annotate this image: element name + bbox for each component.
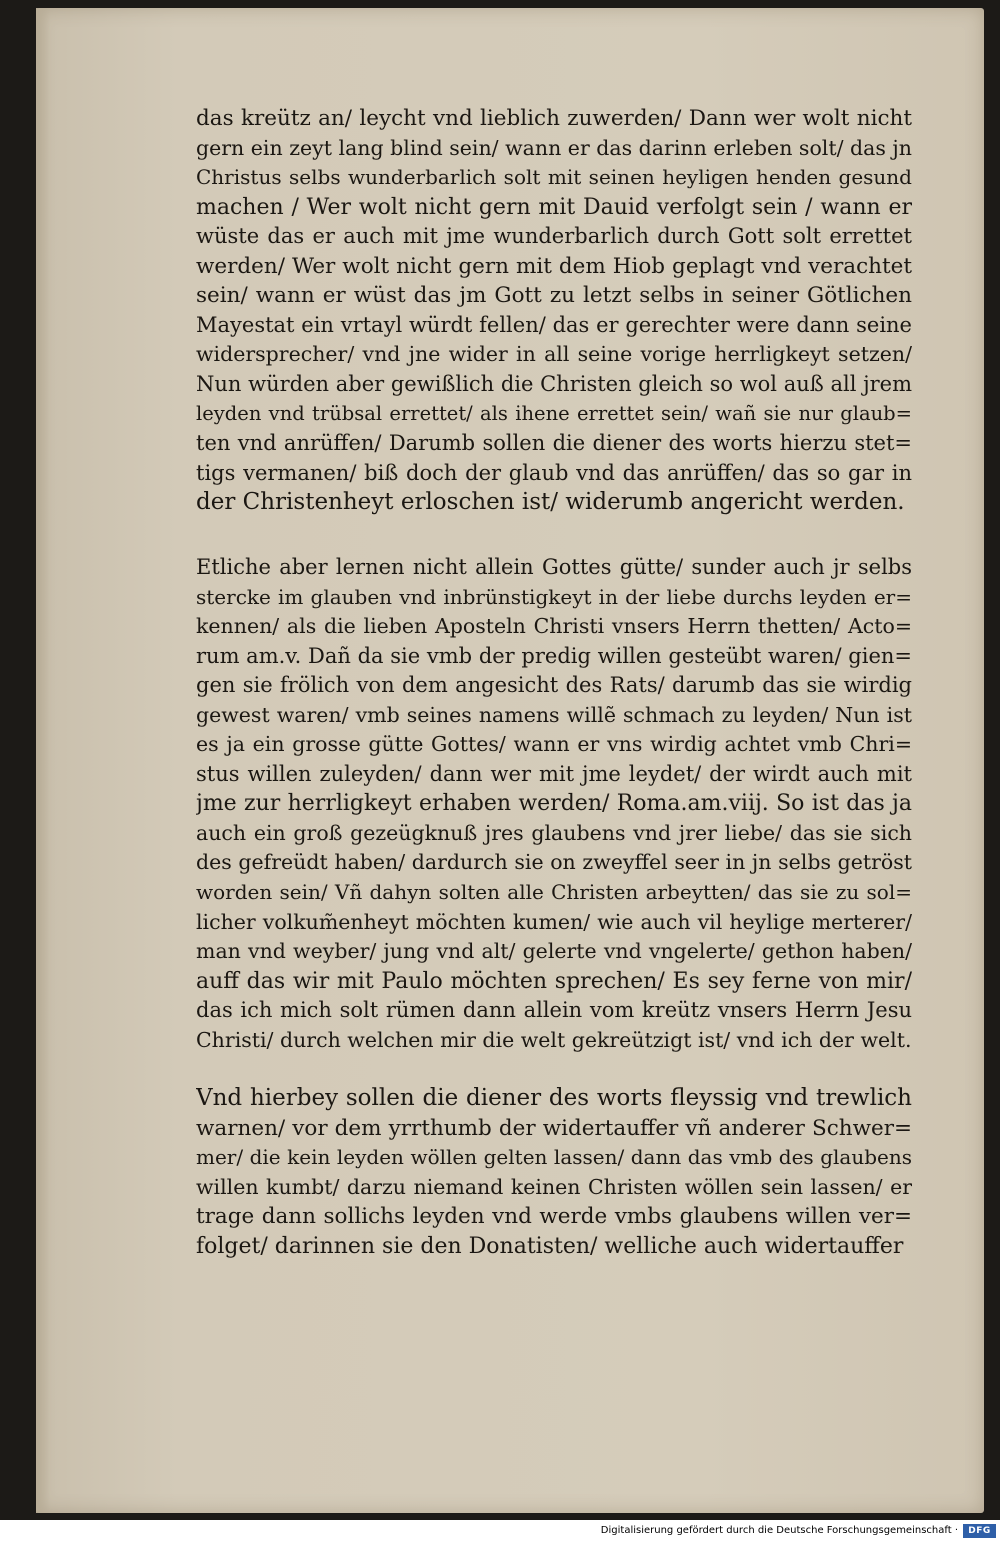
text-line: worden sein/ Vñ dahyn solten alle Christen arbeytten/ das sie zu sol= [196,880,912,905]
text-line: machen / Wer wolt nicht gern mit Dauid verfolgt sein / wann er [196,194,912,220]
text-line: das ich mich solt rümen dann allein vom kreütz vnsers Herrn Jesu [196,998,912,1023]
text-line: wüste das er auch mit jme wunderbarlich durch Gott solt errettet [196,224,912,249]
text-line: gewest waren/ vmb seines namens willẽ schmach zu leyden/ Nun ist [196,702,912,727]
text-line: sein/ wann er wüst das jm Gott zu letzt selbs in seiner Götlichen [196,283,912,309]
funding-credit: Digitalisierung gefördert durch die Deutsche Forschungsgemeinschaft · [600,1525,958,1536]
text-line: warnen/ vor dem yrrthumb der widertauffer vñ anderer Schwer= [196,1115,912,1141]
text-line: man vnd weyber/ jung vnd alt/ gelerte vnd vngelerte/ gethon haben/ [196,939,912,964]
text-line: auch ein groß gezeügknuß jres glaubens vnd jrer liebe/ das sie sich [196,820,912,845]
text-line: des gefreüdt haben/ dardurch sie on zweyffel seer in jn selbs getröst [196,850,912,875]
text-line: werden/ Wer wolt nicht gern mit dem Hiob geplagt vnd verachtet [196,253,912,279]
footer-bar [0,1520,1000,1543]
text-line: gen sie frölich von dem angesicht des Rats/ darumb das sie wirdig [196,673,912,698]
text-line: auff das wir mit Paulo möchten sprechen/ Es sey ferne von mir/ [196,968,912,994]
text-line: Nun würden aber gewißlich die Christen gleich so wol auß all jrem [196,371,912,396]
paragraph-3 [196,1084,912,1261]
text-line: willen kumbt/ darzu niemand keinen Christen wöllen sein lassen/ er [196,1174,912,1199]
page-gutter-shadow [36,8,50,1513]
text-line: stus willen zuleyden/ dann wer mit jme leydet/ der wirdt auch mit [196,761,912,786]
text-line: kennen/ als die lieben Aposteln Christi vnsers Herrn thetten/ Acto= [196,614,912,639]
text-line: widersprecher/ vnd jne wider in all seine vorige herrligkeyt setzen/ [196,342,912,367]
text-line: leyden vnd trübsal errettet/ als ihene errettet sein/ wañ sie nur glaub= [196,402,912,426]
text-line: ten vnd anrüffen/ Darumb sollen die diener des worts hierzu stet= [196,431,912,456]
text-line: gern ein zeyt lang blind sein/ wann er das darinn erleben solt/ das jn [196,135,912,160]
text-line: Mayestat ein vrtayl würdt fellen/ das er gerechter were dann seine [196,312,912,337]
paragraph-1 [196,104,912,518]
text-line: mer/ die kein leyden wöllen gelten lassen/ dann das vmb des glaubens [196,1145,912,1170]
text-line: rum am.v. Dañ da sie vmb der predig willen gesteübt waren/ gien= [196,643,912,668]
text-line: trage dann sollichs leyden vnd werde vmbs glaubens willen ver= [196,1204,912,1230]
text-line: Vnd hierbey sollen die diener des worts fleyssig vnd trewlich [196,1085,912,1111]
text-line: stercke im glauben vnd inbrünstigkeyt in der liebe durchs leyden er= [196,584,912,609]
text-line: licher volkum̃enheyt möchten kumen/ wie auch vil heylige merterer/ [196,909,912,934]
paragraph-2 [196,553,912,1055]
text-line: es ja ein grosse gütte Gottes/ wann er vns wirdig achtet vmb Chri= [196,732,912,757]
text-line: Christi/ durch welchen mir die welt gekreützigt ist/ vnd ich der welt. [196,1027,912,1052]
text-line: tigs vermanen/ biß doch der glaub vnd das anrüffen/ das so gar in [196,460,912,485]
text-line: der Christenheyt erloschen ist/ widerumb angericht werden. [196,489,905,516]
text-line: Etliche aber lernen nicht allein Gottes gütte/ sunder auch jr selbs [196,555,912,579]
text-line: jme zur herrligkeyt erhaben werden/ Roma.am.viij. So ist das ja [196,791,912,817]
dfg-logo: DFG [963,1524,996,1538]
text-line: Christus selbs wunderbarlich solt mit seinen heyligen henden gesund [196,165,912,190]
text-line: das kreütz an/ leycht vnd lieblich zuwerden/ Dann wer wolt nicht [196,106,912,131]
text-line: folget/ darinnen sie den Donatisten/ welliche auch widertauffer [196,1233,904,1259]
